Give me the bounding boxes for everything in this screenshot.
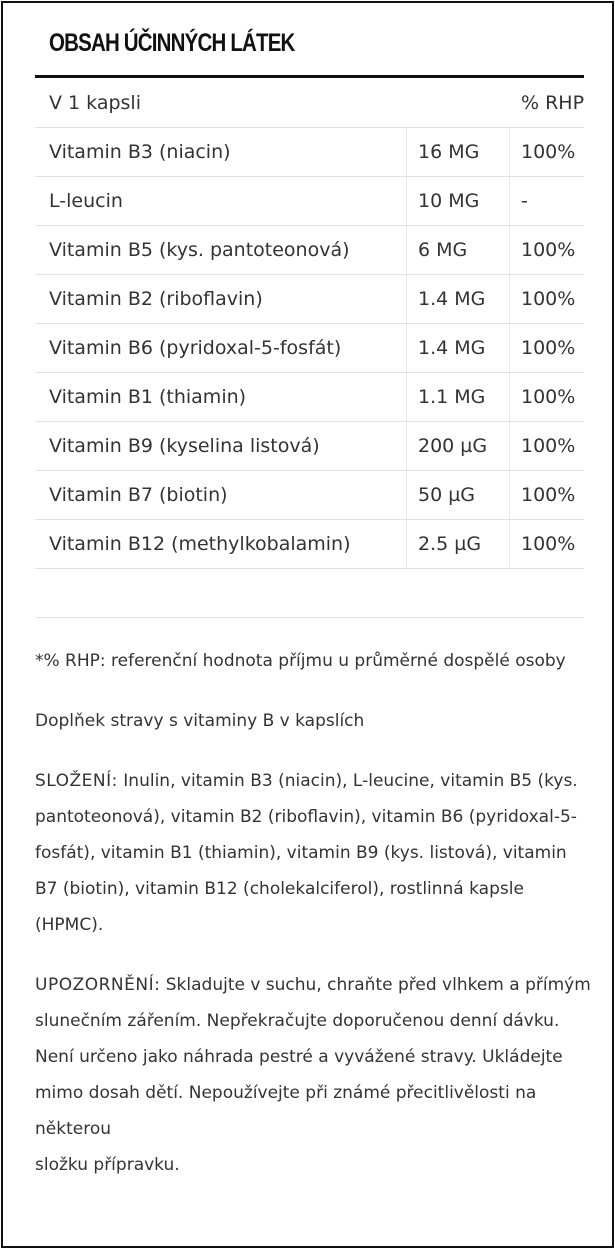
ingredient-amount: 16 MG	[418, 141, 480, 163]
ingredient-name: Vitamin B1 (thiamin)	[49, 386, 247, 408]
ingredient-amount: 200 µG	[418, 435, 488, 457]
ingredient-rhp: 100%	[521, 386, 576, 408]
ingredient-rhp: -	[521, 190, 528, 212]
ingredient-amount: 50 µG	[418, 484, 476, 506]
ingredient-name: Vitamin B5 (kys. pantoteonová)	[49, 239, 350, 261]
header-rhp: % RHP	[521, 92, 584, 114]
column-divider	[406, 324, 407, 372]
composition-paragraph	[35, 763, 591, 943]
ingredient-name: Vitamin B6 (pyridoxal-5-fosfát)	[49, 337, 342, 359]
product-notes	[35, 643, 591, 1207]
ingredients-table	[35, 79, 584, 569]
table-row	[35, 471, 584, 520]
warning-paragraph	[35, 967, 591, 1183]
column-divider	[509, 471, 510, 519]
column-divider	[406, 422, 407, 470]
warning-label: UPOZORNĚNÍ:	[35, 975, 161, 995]
ingredient-name: Vitamin B2 (riboflavin)	[49, 288, 263, 310]
ingredient-rhp: 100%	[521, 337, 576, 359]
ingredient-amount: 1.4 MG	[418, 288, 486, 310]
table-end-divider	[35, 617, 584, 618]
ingredient-amount: 2.5 µG	[418, 533, 482, 555]
column-divider	[406, 520, 407, 568]
column-divider	[509, 422, 510, 470]
ingredient-name: Vitamin B9 (kyselina listová)	[49, 435, 320, 457]
ingredient-amount: 6 MG	[418, 239, 468, 261]
ingredient-name: Vitamin B7 (biotin)	[49, 484, 228, 506]
ingredient-name: Vitamin B3 (niacin)	[49, 141, 231, 163]
supplement-description: Doplňek stravy s vitaminy B v kapslích	[35, 711, 365, 731]
column-divider	[406, 226, 407, 274]
table-row	[35, 275, 584, 324]
ingredient-amount: 10 MG	[418, 190, 480, 212]
column-divider	[406, 373, 407, 421]
column-divider	[406, 128, 407, 176]
column-divider	[509, 226, 510, 274]
table-row	[35, 324, 584, 373]
column-divider	[509, 324, 510, 372]
table-header-row	[35, 79, 584, 128]
table-row	[35, 422, 584, 471]
nutrition-panel	[1, 1, 614, 1248]
table-row	[35, 177, 584, 226]
header-per-capsule: V 1 kapsli	[49, 92, 141, 114]
title-divider	[35, 75, 584, 78]
ingredient-amount: 1.4 MG	[418, 337, 486, 359]
column-divider	[509, 177, 510, 225]
column-divider	[509, 520, 510, 568]
ingredient-rhp: 100%	[521, 239, 576, 261]
composition-label: SLOŽENÍ:	[35, 771, 118, 791]
ingredient-name: Vitamin B12 (methylkobalamin)	[49, 533, 351, 555]
column-divider	[509, 128, 510, 176]
ingredient-rhp: 100%	[521, 141, 576, 163]
column-divider	[509, 373, 510, 421]
ingredient-name: L-leucin	[49, 190, 123, 212]
column-divider	[406, 177, 407, 225]
ingredient-rhp: 100%	[521, 533, 576, 555]
table-row	[35, 373, 584, 422]
table-row	[35, 128, 584, 177]
rhp-footnote: *% RHP: referenční hodnota příjmu u průměrné dospělé osoby	[35, 651, 566, 671]
table-row	[35, 520, 584, 569]
column-divider	[406, 275, 407, 323]
composition-text: Inulin, vitamin B3 (niacin), L-leucine, vitamin B5 (kys. pantoteonová), vitamin B2 (riboflavin), vitamin B6 (pyridoxal-5- fosfát), vitamin B1 (thiamin), vitamin B9 (kys. listová), vitamin B7 (biotin), vitamin B12 (cholekalciferol), rostlinná kapsle (HPMC).	[35, 771, 578, 935]
table-row	[35, 226, 584, 275]
warning-text: Skladujte v suchu, chraňte před vlhkem a přímým slunečním zářením. Nepřekračujte doporučenou denní dávku. Není určeno jako náhrada pestré a vyvážené stravy. Ukládejte mimo dosah dětí. Nepoužívejte při známé přecitlivělosti na některou	[35, 975, 591, 1139]
column-divider	[406, 471, 407, 519]
ingredient-rhp: 100%	[521, 435, 576, 457]
ingredient-rhp: 100%	[521, 484, 576, 506]
column-divider	[509, 275, 510, 323]
ingredient-rhp: 100%	[521, 288, 576, 310]
ingredient-amount: 1.1 MG	[418, 386, 486, 408]
warning-text-end: složku přípravku.	[35, 1155, 180, 1175]
section-title: OBSAH ÚČINNÝCH LÁTEK	[49, 29, 295, 57]
